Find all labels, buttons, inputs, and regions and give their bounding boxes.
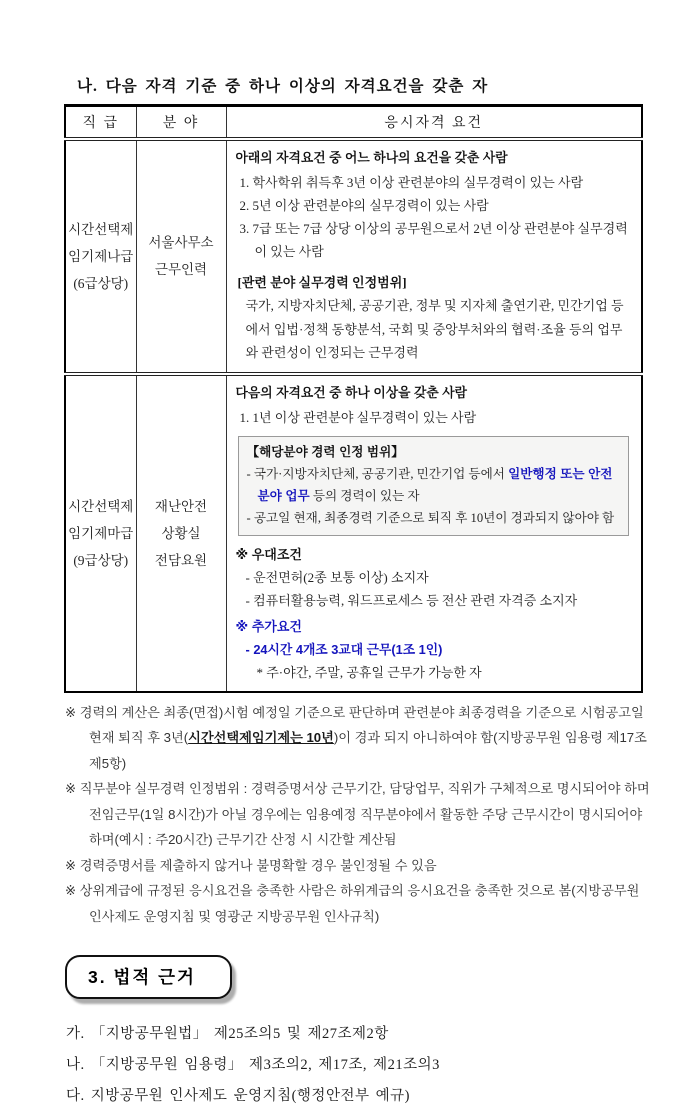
- header-rank: 직 급: [65, 106, 136, 140]
- legal-basis-item: 나. 「지방공무원 임용령」 제3조의2, 제17조, 제21조의3: [66, 1057, 440, 1073]
- section-title: 나. 다음 자격 기준 중 하나 이상의 자격요건을 갖춘 자: [77, 78, 489, 95]
- requirement-item: 1. 1년 이상 관련분야 실무경력이 있는 사람: [239, 409, 477, 425]
- field-cell: [136, 139, 226, 374]
- requirement-item: 3. 7급 또는 7급 상당 이상의 공무원으로서 2년 이상 관련분야 실무경력이 있는 사람: [239, 221, 628, 259]
- legal-basis-heading: 3. 법적 근거: [65, 955, 232, 999]
- rank-line: (9급상당): [73, 552, 129, 568]
- requirement-item: 2. 5년 이상 관련분야의 실무경력이 있는 사람: [239, 198, 489, 213]
- rank-line: 임기제마급: [68, 525, 134, 541]
- preferred-conditions-title: ※ 우대조건: [235, 546, 302, 562]
- rank-cell: [65, 374, 136, 692]
- preferred-condition-item: - 컴퓨터활용능력, 워드프로세스 등 전산 관련 자격증 소지자: [245, 592, 578, 608]
- additional-requirement-note: * 주·야간, 주말, 공휴일 근무가 가능한 자: [256, 664, 482, 680]
- requirements-intro: 아래의 자격요건 중 어느 하나의 요건을 갖춘 사람: [235, 150, 508, 165]
- footnote-text: )이 경과 되지 아니하여야 함(지방공무원 임용령 제17조제5항): [89, 730, 647, 771]
- additional-requirements-title: ※ 추가요건: [235, 618, 302, 634]
- field-cell: [136, 374, 226, 692]
- footnote: ※ 상위계급에 규정된 응시요건을 충족한 사람은 하위계급의 응시요건을 충족한 것으로 봄(지방공무원 인사제도 운영지침 및 영광군 지방공무원 인사규칙): [65, 883, 640, 924]
- field-line: 재난안전: [154, 498, 208, 514]
- field-line: 서울사무소: [148, 235, 214, 251]
- requirements-cell: [226, 374, 642, 692]
- preferred-condition-item: - 운전면허(2종 보통 이상) 소지자: [245, 569, 429, 585]
- additional-requirement-item: - 24시간 4개조 3교대 근무(1조 1인): [245, 641, 443, 657]
- table-row-disaster-safety: [65, 374, 642, 692]
- rank-line: 시간선택제: [68, 221, 134, 237]
- scope-item-text: 등의 경력이 있는 자: [309, 488, 420, 503]
- requirement-item: 1. 학사학위 취득후 3년 이상 관련분야의 실무경력이 있는 사람: [239, 175, 584, 190]
- rank-line: 시간선택제: [68, 498, 134, 514]
- legal-basis-item: 가. 「지방공무원법」 제25조의5 및 제27조제2항: [66, 1026, 389, 1042]
- table-header-row: [65, 106, 642, 140]
- legal-basis-list: [66, 1019, 642, 1112]
- field-line: 근무인력: [154, 262, 208, 278]
- requirements-intro: 다음의 자격요건 중 하나 이상을 갖춘 사람: [235, 384, 467, 400]
- career-scope-box: [238, 436, 630, 536]
- career-scope-box-item: [247, 463, 621, 507]
- scope-item-text: - 국가·지방자치단체, 공공기관, 민간기업 등에서: [246, 466, 509, 481]
- scope-title: [관련 분야 실무경력 인정범위]: [237, 275, 407, 290]
- rank-cell: [65, 139, 136, 374]
- footnote: ※ 경력증명서를 제출하지 않거나 불명확할 경우 불인정될 수 있음: [65, 857, 437, 873]
- rank-line: (6급상당): [73, 275, 129, 291]
- footnote: ※ 직무분야 실무경력 인정범위 : 경력증명서상 근무기간, 담당업무, 직위가 구체적으로 명시되어야 하며 전임근무(1일 8시간)가 아닐 경우에는 임용예정 직무분야에서 활동한 주당 근무시간이 명시되어야 하며(예시 : 주20시간) 근무기간 산정 시 시간할 계산됨: [65, 781, 650, 847]
- field-line: 상황실: [161, 525, 201, 541]
- field-line: 전담요원: [154, 552, 208, 568]
- qualification-table: [64, 104, 643, 693]
- header-requirements: 응시자격 요건: [226, 106, 642, 140]
- rank-line: 임기제나급: [68, 248, 134, 264]
- career-scope-box-item: - 공고일 현재, 최종경력 기준으로 퇴직 후 10년이 경과되지 않아야 함: [246, 510, 615, 525]
- footnote: [65, 700, 651, 777]
- footnotes: [65, 700, 651, 930]
- requirements-cell: [226, 139, 642, 374]
- legal-basis-item: 다. 지방공무원 인사제도 운영지침(행정안전부 예규): [66, 1088, 410, 1104]
- scope-body: 국가, 지방자치단체, 공공기관, 정부 및 지자체 출연기관, 민간기업 등에서 입법·정책 동향분석, 국회 및 중앙부처와의 협력·조율 등의 업무와 관련성이 인정되는 근무경력: [245, 298, 624, 360]
- scope-item-highlight: 일반행정 또는 안전분야 업무: [257, 466, 613, 503]
- career-scope-box-title: 【해당분야 경력 인정 범위】: [246, 444, 404, 459]
- header-field: 분 야: [136, 106, 226, 140]
- table-row-seoul-office: [65, 139, 642, 374]
- footnote-text: ※ 경력의 계산은 최종(면접)시험 예정일 기준으로 판단하며 관련분야 최종경력을 기준으로 시험공고일 현재 퇴직 후 3년(: [65, 704, 644, 745]
- footnote-emphasis: 시간선택제임기제는 10년: [188, 730, 334, 745]
